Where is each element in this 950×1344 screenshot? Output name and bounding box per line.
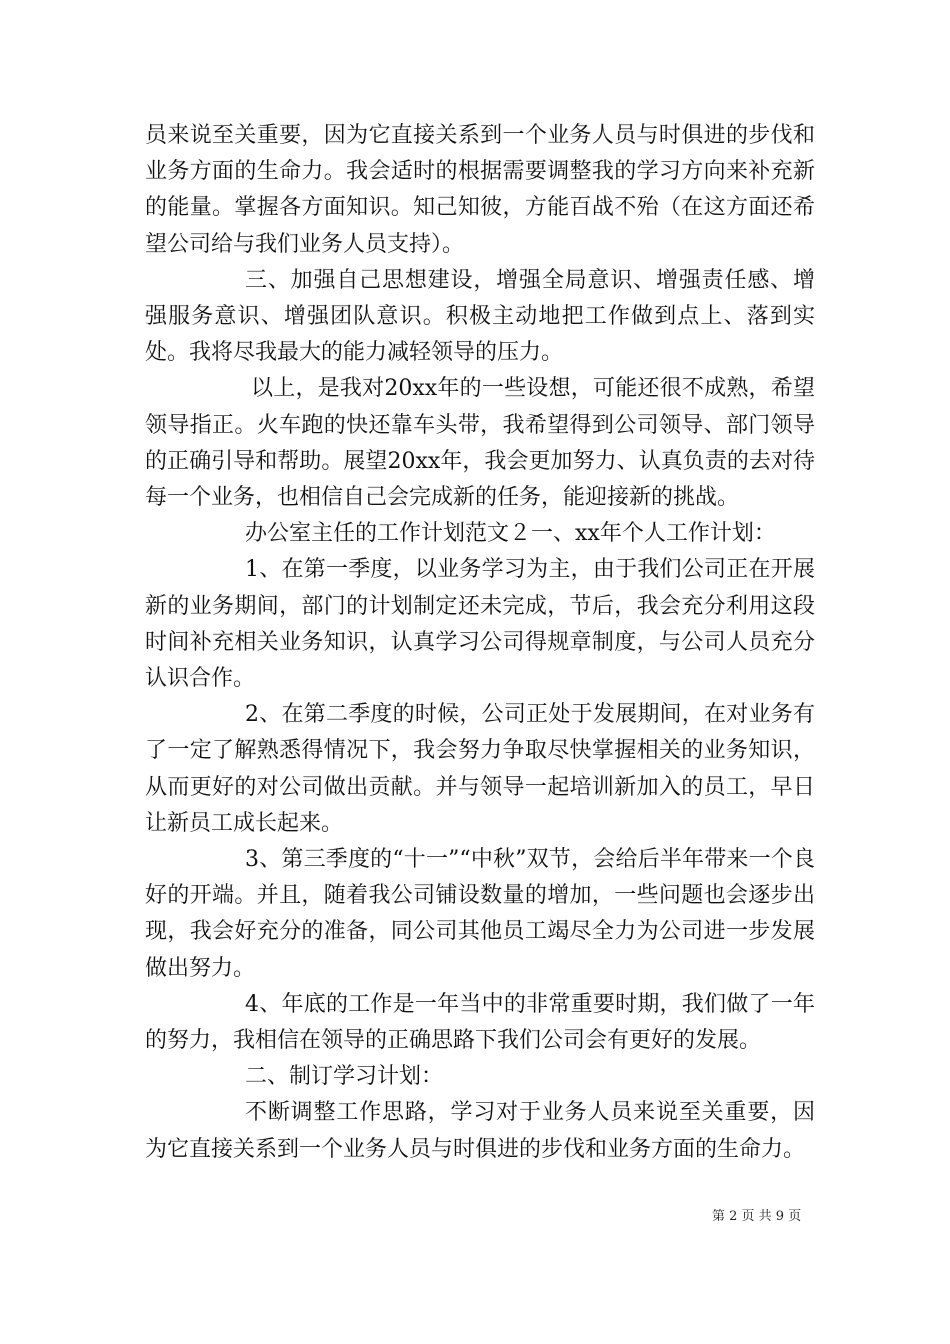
paragraph-9: 二、制订学习计划： xyxy=(245,1064,444,1090)
paragraph-5: 1、在第一季度，以业务学习为主，由于我们公司正在开展新的业务期间，部门的计划制定还未完成，节后，我会充分利用这段时间补充相关业务知识，认真学习公司得规章制度，与公司人员充分认识合作。 xyxy=(145,557,815,692)
paragraph-7: 3、第三季度的“十一”“中秋”双节，会给后半年带来一个良好的开端。并且，随着我公司铺设数量的增加，一些问题也会逐步出现，我会好充分的准备，同公司其他员工竭尽全力为公司进一步发展做出努力。 xyxy=(145,847,815,981)
paragraph-10: 不断调整工作思路，学习对于业务人员来说至关重要，因为它直接关系到一个业务人员与时俱进的步伐和业务方面的生命力。 xyxy=(145,1100,815,1162)
page-number-footer: 第 2 页 共 9 页 xyxy=(712,1209,802,1224)
paragraph-3: 以上，是我对20xx年的一些设想，可能还很不成熟，希望领导指正。火车跑的快还靠车头带，我希望得到公司领导、部门领导的正确引导和帮助。展望20xx年，我会更加努力、认真负责的去对待每一个业务，也相信自己会完成新的任务，能迎接新的挑战。 xyxy=(145,376,815,511)
paragraph-4: 办公室主任的工作计划范文２一、xx年个人工作计划： xyxy=(245,521,776,547)
paragraph-2: 三、加强自己思想建设，增强全局意识、增强责任感、增强服务意识、增强团队意识。积极主动地把工作做到点上、落到实处。我将尽我最大的能力减轻领导的压力。 xyxy=(145,267,815,366)
paragraph-6: 2、在第二季度的时候，公司正处于发展期间，在对业务有了一定了解熟悉得情况下，我会努力争取尽快掌握相关的业务知识，从而更好的对公司做出贡献。并与领导一起培训新加入的员工，早日让新员工成长起来。 xyxy=(145,702,815,836)
document-body xyxy=(145,118,815,1168)
paragraph-1: 员来说至关重要，因为它直接关系到一个业务人员与时俱进的步伐和业务方面的生命力。我会适时的根据需要调整我的学习方向来补充新的能量。掌握各方面知识。知己知彼，方能百战不殆（在这方面还希望公司给与我们业务人员支持）。 xyxy=(145,123,815,257)
paragraph-8: 4、年底的工作是一年当中的非常重要时期，我们做了一年的努力，我相信在领导的正确思路下我们公司会有更好的发展。 xyxy=(145,991,815,1054)
